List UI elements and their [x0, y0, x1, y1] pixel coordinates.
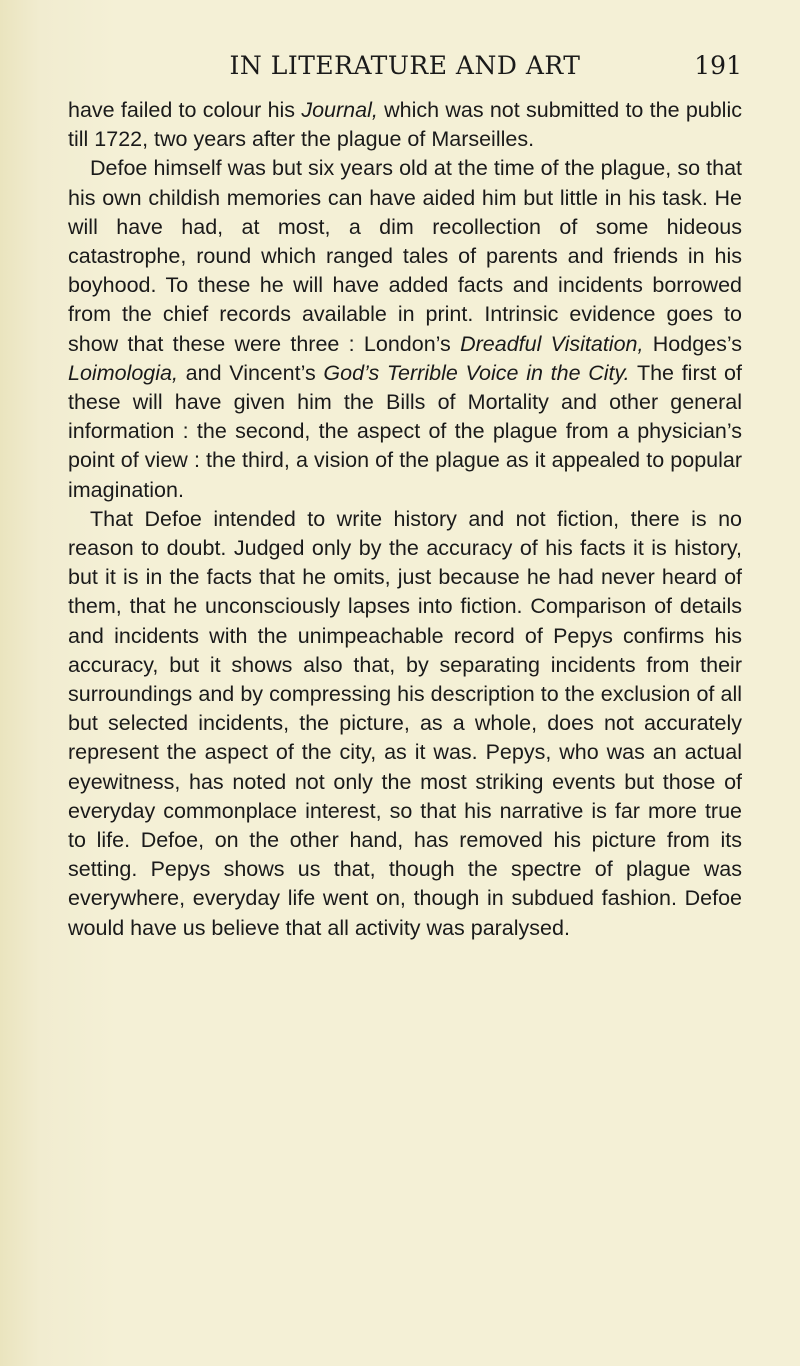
italic-title: Journal,: [301, 98, 378, 122]
running-head: [68, 46, 742, 86]
italic-title: God’s Terrible Voice in the City.: [323, 360, 630, 385]
body-text: [68, 96, 742, 943]
paragraph: [68, 154, 742, 504]
italic-title: Loimologia,: [68, 360, 178, 385]
text-run: That Defoe intended to write history and not fiction, there is no reason to doubt. Judged only by the accuracy of his facts it is history, but it is in the facts that he omits, just because he had never heard of them, that he unconsciously lapses into fiction. Comparison of details and incidents with the unimpeachable record of Pepys confirms his accuracy, but it shows also that, by separating incidents from their surroundings and by compressing his description to the exclusion of all but selected incidents, the picture, as a whole, does not accurately represent the aspect of the city, as it was. Pepys, who was an actual eyewitness, has noted not only the most striking events but those of everyday commonplace interest, so that his narrative is far more true to life. Defoe, on the other hand, has removed his picture from its setting. Pepys shows us that, though the spectre of plague was everywhere, everyday life went on, though in subdued fashion. Defoe would have us believe that all activity was paralysed.: [68, 506, 742, 940]
paragraph: [68, 96, 742, 154]
running-head-title: IN LITERATURE AND ART: [229, 51, 581, 80]
text-run: Defoe himself was but six years old at the time of the plague, so that his own childish memories can have aided him but little in his task. He will have had, at most, a dim recollection of some hideous catastrophe, round which ranged tales of parents and friends in his boyhood. To these he will have added facts and incidents borrowed from the chief records available in print. Intrinsic evidence goes to show that these were three : London’s: [68, 156, 742, 356]
text-run: have failed to colour his: [68, 98, 302, 122]
text-run: The first of these will have given him the Bills of Mortality and other general information : the second, the aspect of the plague from a physician’s point of view : the third, a vision of the plague as it appealed to popular imagination.: [68, 360, 742, 502]
text-run: Hodges’s: [643, 331, 742, 356]
italic-title: Dreadful Visitation,: [460, 331, 644, 356]
page-number: 191: [694, 51, 742, 80]
text-run: and Vincent’s: [177, 360, 324, 385]
paragraph: [68, 505, 742, 943]
text-run: which was not submitted to the public till 1722, two years after the plague of Marseilles.: [68, 98, 742, 152]
